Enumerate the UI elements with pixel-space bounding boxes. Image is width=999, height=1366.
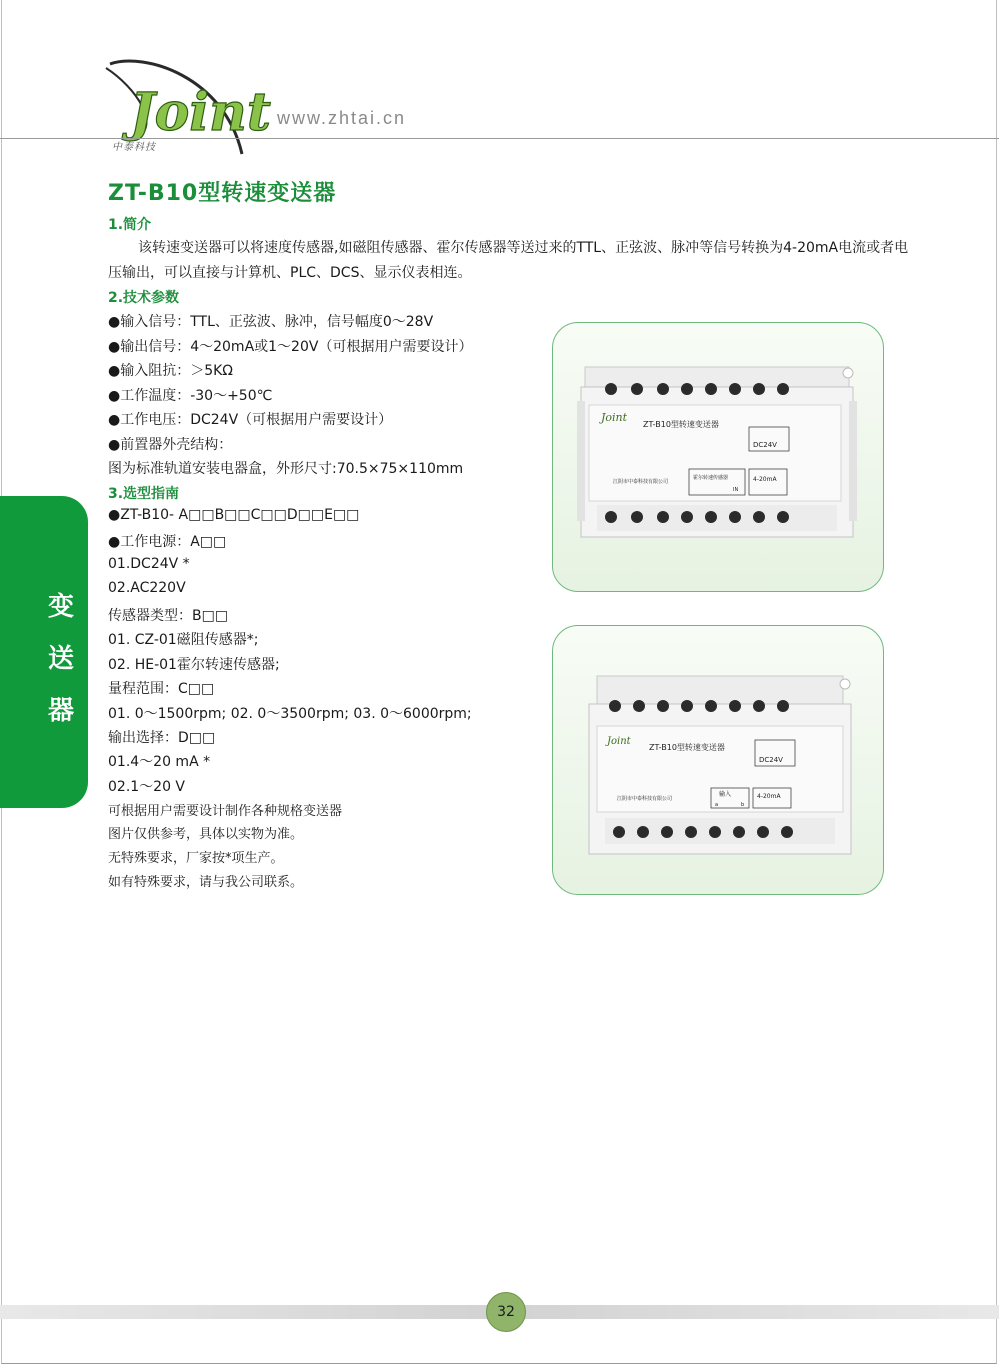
side-tab-char: 变 xyxy=(47,592,74,622)
product-sensor: 霍尔转速传感器 xyxy=(693,475,729,481)
note-item: 图片仅供参考，具体以实物为准。 xyxy=(108,827,304,842)
header-divider xyxy=(0,138,999,139)
spec-item: ●输出信号：4～20mA或1～20V（可根据用户需要设计） xyxy=(108,339,473,355)
transmitter-illustration-1 xyxy=(553,323,883,591)
guide-item: 传感器类型：B□□ xyxy=(108,608,229,624)
product-photo-2 xyxy=(552,625,884,895)
product-brand: Joint xyxy=(601,411,628,424)
guide-item: 01. CZ-01磁阻传感器*; xyxy=(108,632,259,648)
product-output: 4-20mA xyxy=(757,793,781,800)
product-output: 4-20mA xyxy=(753,476,777,483)
intro-text: 该转速变送器可以将速度传感器,如磁阻传感器、霍尔传感器等送过来的TTL、正弦波、脉冲等信号转换为4-20mA电流或者电压输出，可以直接与计算机、PLC、DCS、显示仪表相连。 xyxy=(108,240,909,281)
spec-item: ●输入信号：TTL、正弦波、脉冲，信号幅度0～28V xyxy=(108,314,434,330)
product-company: 江阴市中泰科技有限公司 xyxy=(613,479,669,485)
intro-heading: 1.简介 xyxy=(108,217,152,233)
guide-item: 01. 0～1500rpm; 02. 0～3500rpm; 03. 0～6000rpm; xyxy=(108,706,472,722)
product-label: ZT-B10型转速变送器 xyxy=(649,743,725,752)
website-url[interactable]: www.zhtai.cn xyxy=(277,108,407,128)
guide-item: 01.DC24V * xyxy=(108,556,190,572)
logo-subtitle: 中泰科技 xyxy=(112,142,156,153)
guide-item: 02.1～20 V xyxy=(108,779,186,795)
spec-item: ●工作电压：DC24V（可根据用户需要设计） xyxy=(108,412,393,428)
product-pin-a: a xyxy=(715,802,719,808)
spec-item: ●输入阻抗：＞5KΩ xyxy=(108,363,234,379)
product-input: 输入 xyxy=(719,791,732,798)
guide-item: 02. HE-01霍尔转速传感器; xyxy=(108,657,280,673)
guide-heading: 3.选型指南 xyxy=(108,486,180,502)
page-title: ZT-B10型转速变送器 xyxy=(108,181,337,206)
product-power: DC24V xyxy=(753,441,777,449)
specs-heading: 2.技术参数 xyxy=(108,290,180,306)
guide-item: 01.4～20 mA * xyxy=(108,754,211,770)
side-tab-char: 送 xyxy=(47,644,74,674)
transmitter-illustration-2 xyxy=(553,626,883,894)
note-item: 如有特殊要求，请与我公司联系。 xyxy=(108,875,304,890)
side-tab-char: 器 xyxy=(47,696,74,726)
product-input-pin: IN xyxy=(733,487,739,493)
spec-item: ●前置器外壳结构： xyxy=(108,437,233,453)
side-category-tab xyxy=(0,496,88,808)
product-pin-b: b xyxy=(741,802,745,808)
spec-item: ●工作温度：-30～+50℃ xyxy=(108,388,273,404)
note-item: 无特殊要求，厂家按*项生产。 xyxy=(108,851,284,866)
product-company: 江阴市中泰科技有限公司 xyxy=(617,796,673,802)
guide-item: ●工作电源：A□□ xyxy=(108,534,227,550)
note-item: 可根据用户需要设计制作各种规格变送器 xyxy=(108,804,343,819)
guide-item: 输出选择：D□□ xyxy=(108,730,216,746)
product-photo-1 xyxy=(552,322,884,592)
guide-item: ●ZT-B10- A□□B□□C□□D□□E□□ xyxy=(108,507,360,523)
logo-wordmark: Joint xyxy=(130,82,271,143)
product-label: ZT-B10型转速变送器 xyxy=(643,420,719,429)
page-number-badge: 32 xyxy=(486,1292,526,1332)
product-brand: Joint xyxy=(607,736,631,747)
product-power: DC24V xyxy=(759,756,783,764)
guide-item: 02.AC220V xyxy=(108,580,186,596)
spec-item: 图为标准轨道安装电器盒，外形尺寸:70.5×75×110mm xyxy=(108,461,464,477)
guide-item: 量程范围：C□□ xyxy=(108,681,215,697)
